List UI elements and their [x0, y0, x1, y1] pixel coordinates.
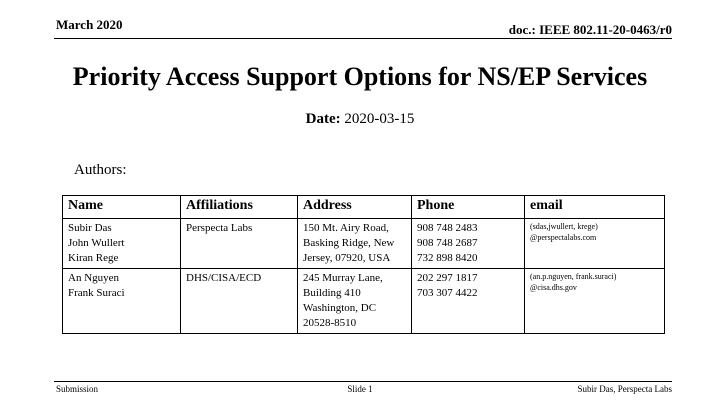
date-label: Date: — [305, 111, 341, 127]
table-row — [63, 219, 665, 269]
footer-divider — [54, 381, 672, 382]
cell-affiliation — [181, 219, 298, 269]
header-doc-id: doc.: IEEE 802.11-20-0463/r0 — [508, 22, 672, 37]
name-line: Subir Das — [68, 222, 112, 234]
address-line: Jersey, 07920, USA — [303, 252, 391, 264]
name-line: An Nguyen — [68, 272, 120, 284]
cell-phone — [412, 219, 525, 269]
cell-affiliation — [181, 269, 298, 334]
header-phone: Phone — [412, 196, 525, 219]
name-line: Kiran Rege — [68, 252, 119, 264]
phone-line: 732 898 8420 — [417, 252, 478, 264]
authors-label: Authors: — [74, 162, 127, 178]
address-line: 150 Mt. Airy Road, — [303, 222, 389, 234]
address-line: Washington, DC — [303, 302, 377, 314]
cell-address — [298, 269, 412, 334]
email-line: (an.p.nguyen, frank.suraci) — [530, 272, 617, 281]
address-line: Building 410 — [303, 287, 361, 299]
slide-title: Priority Access Support Options for NS/EP Services — [72, 62, 648, 91]
footer-slide-number: Slide 1 — [347, 384, 373, 394]
affiliation-line: Perspecta Labs — [186, 222, 253, 234]
header-name: Name — [63, 196, 181, 219]
address-line: 245 Murray Lane, — [303, 272, 383, 284]
footer-submission: Submission — [56, 384, 99, 394]
cell-phone — [412, 269, 525, 334]
header-affiliations: Affiliations — [181, 196, 298, 219]
email-line: (sdas,jwullert, krege) — [530, 222, 598, 231]
cell-email — [525, 219, 665, 269]
cell-name — [63, 269, 181, 334]
header-email: email — [525, 196, 665, 219]
table-header-row — [63, 196, 665, 219]
cell-name — [63, 219, 181, 269]
name-line: Frank Suraci — [68, 287, 125, 299]
phone-line: 703 307 4422 — [417, 287, 478, 299]
footer-author: Subir Das, Perspecta Labs — [577, 384, 672, 394]
phone-line: 202 297 1817 — [417, 272, 478, 284]
affiliation-line: DHS/CISA/ECD — [186, 272, 262, 284]
email-line: @perspectalabs.com — [530, 233, 597, 242]
header-address: Address — [298, 196, 412, 219]
slide-date — [0, 111, 720, 128]
address-line: Basking Ridge, New — [303, 237, 395, 249]
name-line: John Wullert — [68, 237, 125, 249]
cell-email — [525, 269, 665, 334]
header-divider — [54, 38, 672, 39]
address-line: 20528-8510 — [303, 317, 357, 329]
table-row — [63, 269, 665, 334]
phone-line: 908 748 2483 — [417, 222, 478, 234]
email-line: @cisa.dhs.gov — [530, 283, 577, 292]
date-value: 2020-03-15 — [344, 111, 415, 127]
phone-line: 908 748 2687 — [417, 237, 478, 249]
header-date: March 2020 — [56, 17, 123, 32]
authors-table — [62, 195, 665, 334]
cell-address — [298, 219, 412, 269]
